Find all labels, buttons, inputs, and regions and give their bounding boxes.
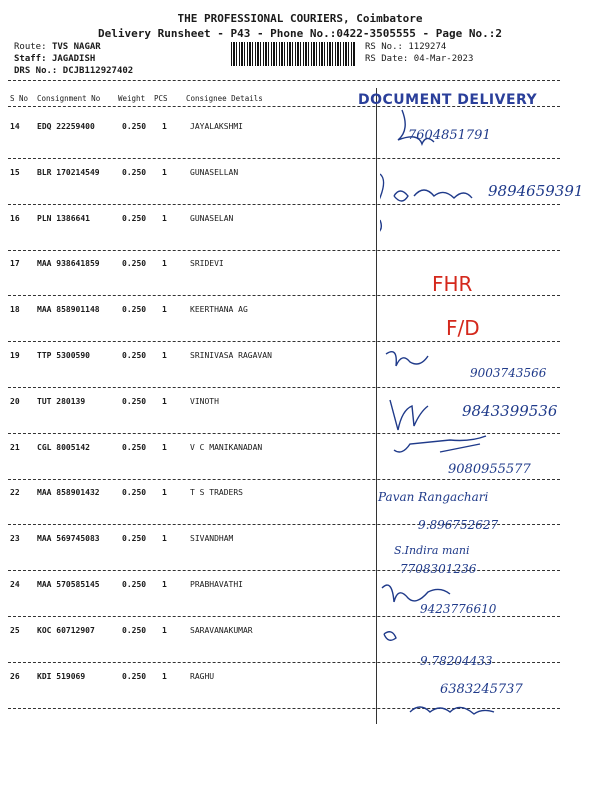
row-pcs: 1 xyxy=(162,534,167,544)
row-consignment-no: CGL 8005142 xyxy=(37,442,90,452)
row-pcs: 1 xyxy=(162,671,167,681)
row-pcs: 1 xyxy=(162,351,167,360)
route-label: Route: xyxy=(14,42,47,52)
row-sno: 24 xyxy=(10,580,20,589)
col-consignment: Consignment No xyxy=(37,94,101,103)
row-consignee: V C MANIKANADAN xyxy=(190,442,263,452)
signature-20-scrawl xyxy=(390,400,428,430)
row-weight: 0.250 xyxy=(122,625,147,635)
row-weight: 0.250 xyxy=(122,305,147,315)
signature-17-mark: FHR xyxy=(432,272,473,296)
row-weight: 0.250 xyxy=(122,167,147,177)
signature-21-phone: 9080955577 xyxy=(448,462,531,477)
signature-26-scrawl xyxy=(410,707,494,714)
row-sno: 25 xyxy=(10,625,20,635)
row-consignee: JAYALAKSHMI xyxy=(190,122,243,131)
signature-25-scrawl xyxy=(384,632,396,641)
row-consignee: SIVANDHAM xyxy=(190,534,234,544)
route-line xyxy=(14,42,101,52)
col-consignee: Consignee Details xyxy=(186,94,263,103)
signature-18-mark: F/D xyxy=(446,316,480,340)
row-pcs: 1 xyxy=(162,122,167,131)
row-pcs: 1 xyxy=(162,396,167,406)
row-sno: 22 xyxy=(10,488,20,498)
signature-22-phone: 9.896752627 xyxy=(418,518,499,532)
row-pcs: 1 xyxy=(162,305,167,315)
signature-scrawls xyxy=(380,100,580,720)
drs-value: DCJB112927402 xyxy=(62,66,134,76)
row-pcs: 1 xyxy=(162,442,167,452)
signature-15-scrawl xyxy=(380,174,472,234)
row-pcs: 1 xyxy=(162,625,167,635)
runsheet-title: THE PROFESSIONAL COURIERS, Coimbatore xyxy=(177,12,423,25)
row-weight: 0.250 xyxy=(122,534,147,544)
row-sno: 15 xyxy=(10,167,20,177)
divider xyxy=(8,80,560,81)
row-weight: 0.250 xyxy=(122,122,147,131)
row-pcs: 1 xyxy=(162,259,167,269)
row-consignment-no: KDI 519069 xyxy=(37,671,86,681)
row-consignment-no: MAA 570585145 xyxy=(37,580,100,589)
route-value: TVS NAGAR xyxy=(51,42,101,52)
rs-no-line xyxy=(365,42,446,52)
row-consignment-no: MAA 858901148 xyxy=(37,305,100,315)
rs-no-value: 1129274 xyxy=(408,42,447,52)
row-weight: 0.250 xyxy=(122,671,147,681)
row-consignee: VINOTH xyxy=(190,396,219,406)
row-consignment-no: PLN 1386641 xyxy=(37,213,90,223)
signature-15-phone: 9894659391 xyxy=(488,182,584,200)
row-weight: 0.250 xyxy=(122,259,147,269)
row-sno: 14 xyxy=(10,122,20,131)
row-weight: 0.250 xyxy=(122,488,147,498)
row-sno: 16 xyxy=(10,213,20,223)
row-pcs: 1 xyxy=(162,167,167,177)
row-weight: 0.250 xyxy=(122,213,147,223)
signature-14-phone: 7604851791 xyxy=(408,128,491,143)
signature-24-phone: 9423776610 xyxy=(420,602,497,616)
row-sno: 17 xyxy=(10,259,20,269)
rs-date-value: 04-Mar-2023 xyxy=(413,54,474,64)
row-consignment-no: MAA 569745083 xyxy=(37,534,100,544)
rs-no-label: RS No.: xyxy=(365,42,403,52)
col-weight: Weight xyxy=(118,94,146,103)
signature-20-phone: 9843399536 xyxy=(462,402,558,420)
row-pcs: 1 xyxy=(162,580,167,589)
row-consignment-no: EDQ 22259400 xyxy=(37,122,95,131)
row-consignment-no: TTP 5300590 xyxy=(37,351,90,360)
signature-22-name: Pavan Rangachari xyxy=(378,490,489,504)
row-weight: 0.250 xyxy=(122,580,147,589)
row-consignee: SARAVANAKUMAR xyxy=(190,625,253,635)
row-pcs: 1 xyxy=(162,488,167,498)
row-sno: 20 xyxy=(10,396,20,406)
row-sno: 18 xyxy=(10,305,20,315)
staff-value: JAGADISH xyxy=(51,54,96,64)
signature-23-name: S.Indira mani xyxy=(394,544,470,557)
row-consignee: SRINIVASA RAGAVAN xyxy=(190,351,272,360)
row-consignee: GUNASELLAN xyxy=(190,167,239,177)
signature-25-phone: 9.78204433 xyxy=(420,654,493,668)
staff-line xyxy=(14,54,95,64)
rs-date-line xyxy=(365,54,473,64)
signature-21-scrawl xyxy=(394,436,486,452)
row-consignment-no: TUT 280139 xyxy=(37,396,86,406)
drs-line xyxy=(14,66,133,76)
signature-24-scrawl xyxy=(382,585,450,602)
signature-19-scrawl xyxy=(386,352,428,366)
row-sno: 19 xyxy=(10,351,20,360)
col-pcs: PCS xyxy=(154,94,168,103)
row-consignee: SRIDEVI xyxy=(190,259,224,269)
row-sno: 21 xyxy=(10,442,20,452)
signature-14-scrawl xyxy=(398,110,434,144)
runsheet-subtitle: Delivery Runsheet - P43 - Phone No.:0422-3505555 - Page No.:2 xyxy=(98,27,502,40)
row-consignee: GUNASELAN xyxy=(190,213,234,223)
barcode-image xyxy=(231,42,355,66)
document-delivery-stamp: DOCUMENT DELIVERY xyxy=(358,92,538,108)
signature-19-phone: 9003743566 xyxy=(470,366,547,380)
drs-label: DRS No.: xyxy=(14,66,58,76)
row-consignment-no: MAA 938641859 xyxy=(37,259,100,269)
row-consignee: KEERTHANA AG xyxy=(190,305,248,315)
row-weight: 0.250 xyxy=(122,442,147,452)
row-consignment-no: MAA 858901432 xyxy=(37,488,100,498)
row-consignee: PRABHAVATHI xyxy=(190,580,243,589)
row-weight: 0.250 xyxy=(122,396,147,406)
row-pcs: 1 xyxy=(162,213,167,223)
row-consignment-no: KOC 60712907 xyxy=(37,625,95,635)
col-sno: S No xyxy=(10,94,29,103)
row-consignee: T S TRADERS xyxy=(190,488,243,498)
row-sno: 26 xyxy=(10,671,20,681)
row-consignment-no: BLR 170214549 xyxy=(37,167,100,177)
rs-date-label: RS Date: xyxy=(365,54,409,64)
signature-23-phone: 7708301236 xyxy=(400,562,477,576)
signature-26-phone: 6383245737 xyxy=(440,682,523,697)
row-consignee: RAGHU xyxy=(190,671,215,681)
row-weight: 0.250 xyxy=(122,351,147,360)
staff-label: Staff: xyxy=(14,54,47,64)
row-sno: 23 xyxy=(10,534,20,544)
